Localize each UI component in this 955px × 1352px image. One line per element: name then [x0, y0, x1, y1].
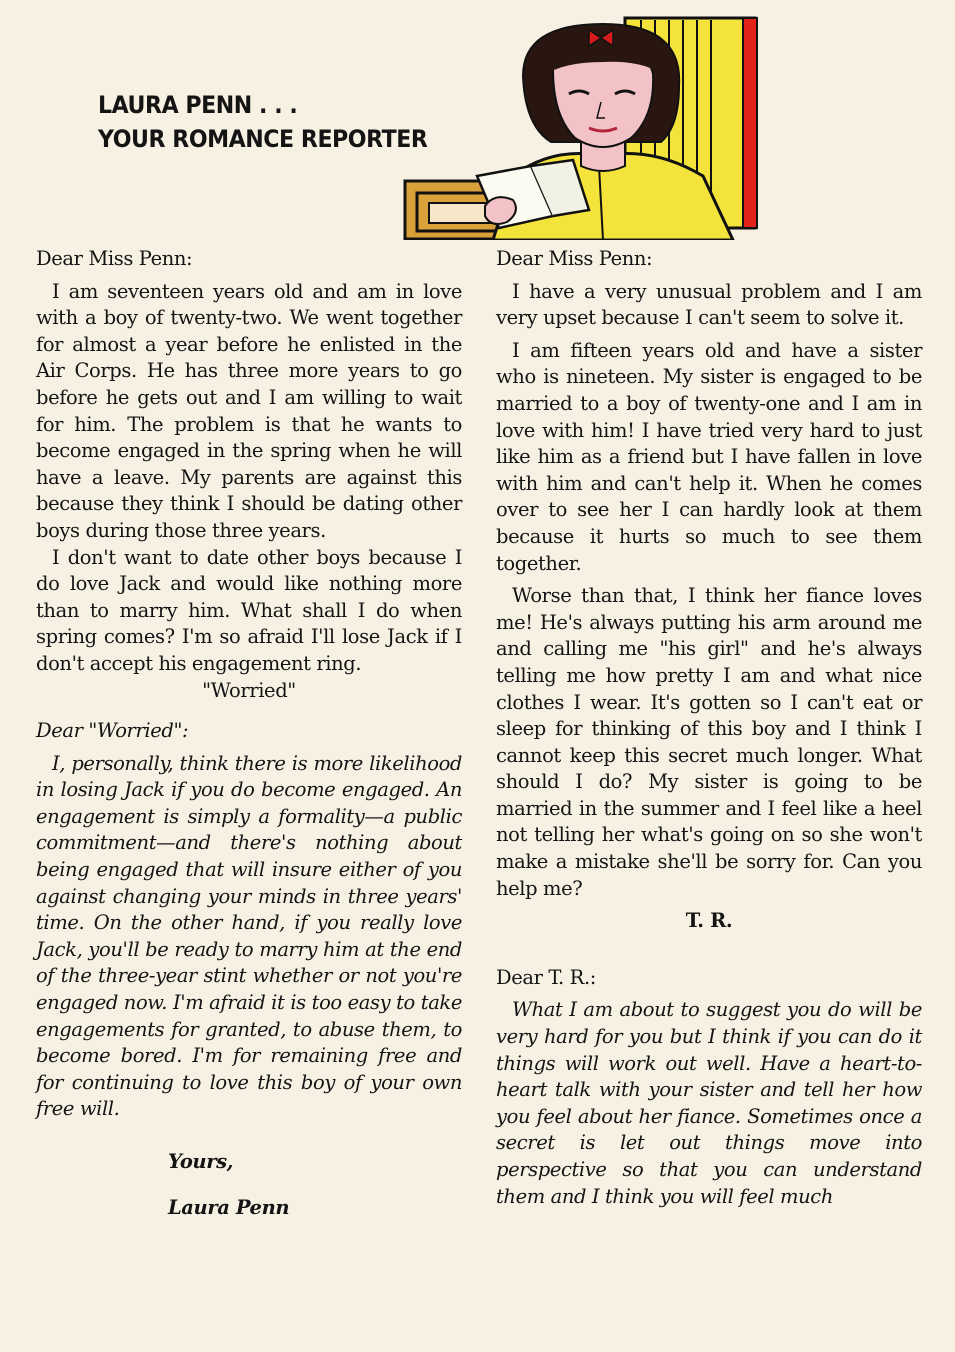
reply-salutation: Dear T. R.: — [496, 965, 596, 989]
reply-closing: Yours, — [168, 1149, 234, 1173]
letter-salutation: Dear Miss Penn: — [36, 247, 193, 270]
letter-paragraph: I don't want to date other boys because I do love Jack and would like nothing more than to marry him. What shall I do when spring comes? I'm so afraid I'll lose Jack if I don't accept his engagement ring. — [36, 545, 462, 675]
letter-salutation: Dear Miss Penn: — [496, 247, 653, 270]
reply-paragraph: I, personally, think there is more likelihood in losing Jack if you do become engaged. An engagement is simply a formality—a public commitment—and there's nothing about being engaged that will insure either of you against changing your minds in three years' time. On the other hand, if you really love Jack, you'll be ready to marry him at the end of the three-year stint whether or not you're engaged now. I'm afraid it is too easy to take engagements for granted, to abuse them, to become bored. I'm for remaining free and for continuing to love this boy of your own free will. — [36, 751, 462, 1121]
letter-paragraph: I am seventeen years old and am in love with a boy of twenty-two. We went together for almost a year before he enlisted in the Air Corps. He has three more years to go before he gets out and I am willing to wait for him. The problem is that he wants to become engaged in the spring when he will have a leave. My parents are against this because they think I should be dating other boys during those three years. — [36, 279, 462, 542]
letter-paragraph: I am fifteen years old and have a sister who is nineteen. My sister is engaged to be married to a boy of twenty-one and I am in love with him! I have tried very hard to just like him as a friend but I have fallen in love with him and can't help it. When he comes over to see her I can hardly look at them because it hurts so much to see them together. — [496, 338, 922, 575]
left-column — [36, 246, 462, 1241]
column-header — [98, 88, 427, 156]
reply-signature: Laura Penn — [168, 1195, 290, 1219]
letter-paragraph: I have a very unusual problem and I am very upset because I can't seem to solve it. — [496, 279, 922, 330]
letter-signature: "Worried" — [202, 678, 296, 702]
woman-reading-letter-illustration — [403, 16, 773, 240]
letter-paragraph: Worse than that, I think her fiance loves me! He's always putting his arm around me and calling me "his girl" and he's always telling me how pretty I am and what nice clothes I wear. It's gotten so I can't eat or sleep for thinking of this boy and I think I cannot keep this secret much longer. What should I do? My sister is going to be married in the summer and I feel like a heel not telling her what's going on so she won't make a mistake she'll be sorry for. Can you help me? — [496, 584, 922, 900]
header-line-2: YOUR ROMANCE REPORTER — [98, 125, 428, 153]
header-line-1: LAURA PENN . . . — [98, 91, 298, 119]
reply-paragraph: What I am about to suggest you do will be very hard for you but I think if you can do it things will work out well. Have a heart-to-heart talk with your sister and tell her how you feel about her fiance. Sometimes once a secret is let out things move into perspective so that you can understand them and I think you will feel much — [496, 998, 922, 1208]
letter-signature: T. R. — [685, 909, 733, 933]
reply-salutation: Dear "Worried": — [36, 719, 189, 743]
right-column — [496, 246, 922, 1210]
